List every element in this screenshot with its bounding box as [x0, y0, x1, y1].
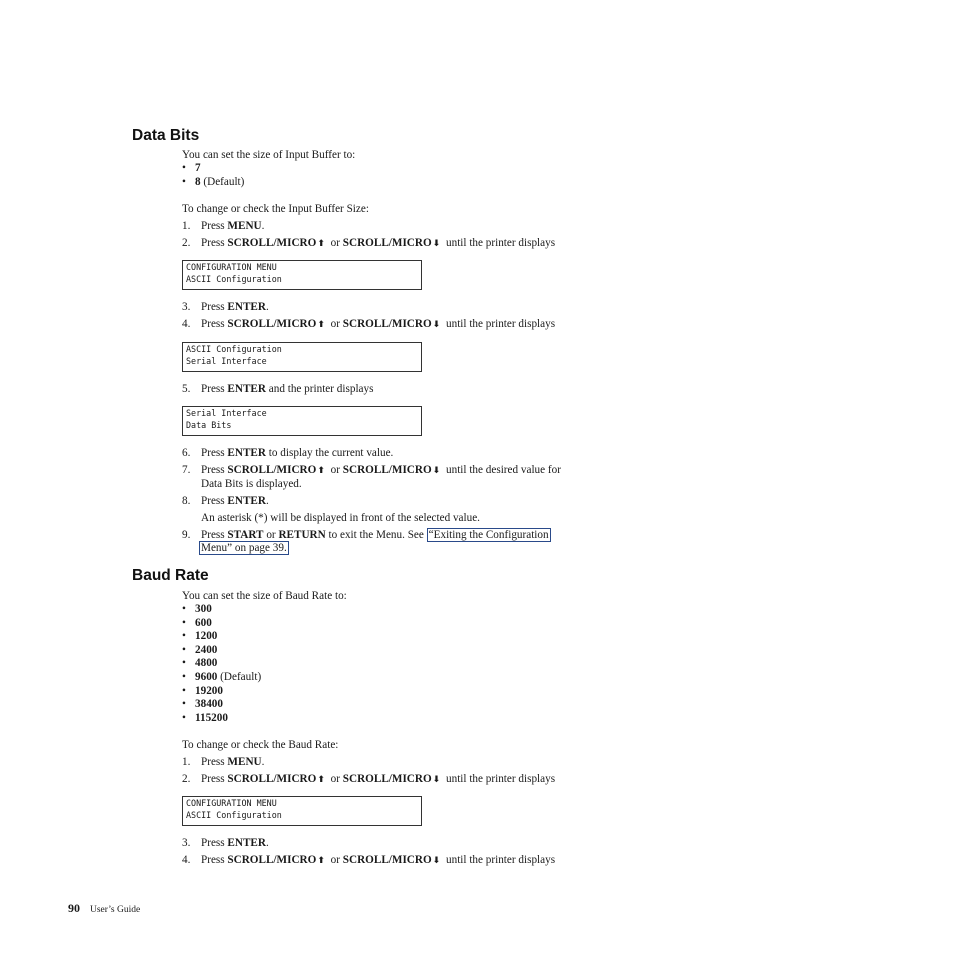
step-9-continuation	[199, 541, 289, 555]
step-6: 6. Press ENTER to display the current value.	[182, 447, 394, 459]
step-1: 1. Press MENU.	[182, 220, 265, 232]
intro-text: You can set the size of Baud Rate to:	[182, 590, 347, 602]
list-item: • 1200	[182, 630, 218, 642]
printer-display: ASCII Configuration Serial Interface	[182, 342, 422, 372]
down-arrow-icon: ⬇	[432, 856, 441, 866]
step-7-continuation: Data Bits is displayed.	[201, 478, 302, 490]
down-arrow-icon: ⬇	[432, 775, 441, 785]
step-8: 8. Press ENTER.	[182, 495, 269, 507]
printer-display: CONFIGURATION MENU ASCII Configuration	[182, 796, 422, 826]
list-item: • 300	[182, 603, 212, 615]
printer-display: Serial Interface Data Bits	[182, 406, 422, 436]
guide-title: User’s Guide	[90, 905, 141, 915]
step-1: 1. Press MENU.	[182, 756, 265, 768]
step-4: 4. Press SCROLL/MICRO⬆ or SCROLL/MICRO⬇ until the printer displays	[182, 854, 556, 866]
down-arrow-icon: ⬇	[432, 466, 441, 476]
up-arrow-icon: ⬆	[317, 320, 325, 330]
exiting-config-link-continued[interactable]: Menu” on page 39.	[201, 542, 287, 554]
procedure-intro: To change or check the Input Buffer Size:	[182, 203, 369, 215]
step-2: 2. Press SCROLL/MICRO⬆ or SCROLL/MICRO⬇ until the printer displays	[182, 773, 556, 785]
up-arrow-icon: ⬆	[317, 856, 325, 866]
section-heading-data-bits: Data Bits	[132, 127, 200, 144]
step-3: 3. Press ENTER.	[182, 301, 269, 313]
step-3: 3. Press ENTER.	[182, 837, 269, 849]
exiting-config-link[interactable]: “Exiting the Configuration	[428, 529, 549, 541]
list-item: • 38400	[182, 698, 223, 710]
intro-text: You can set the size of Input Buffer to:	[182, 149, 356, 161]
step-7: 7. Press SCROLL/MICRO⬆ or SCROLL/MICRO⬇ until the desired value for	[182, 464, 561, 476]
list-item: • 4800	[182, 657, 218, 669]
procedure-intro: To change or check the Baud Rate:	[182, 739, 339, 751]
down-arrow-icon: ⬇	[432, 320, 441, 330]
list-item: • 9600 (Default)	[182, 671, 262, 683]
up-arrow-icon: ⬆	[317, 239, 325, 249]
up-arrow-icon: ⬆	[317, 775, 325, 785]
step-9: 9. Press START or RETURN to exit the Menu. See “Exiting the Configuration	[182, 529, 549, 541]
list-item: • 7	[182, 162, 201, 174]
page-number: 90	[68, 901, 80, 915]
printer-display: CONFIGURATION MENU ASCII Configuration	[182, 260, 422, 290]
section-heading-baud-rate: Baud Rate	[132, 567, 209, 584]
step-8-note: An asterisk (*) will be displayed in front of the selected value.	[201, 512, 480, 524]
list-item: • 19200	[182, 685, 223, 697]
list-item: • 600	[182, 617, 212, 629]
step-2: 2. Press SCROLL/MICRO⬆ or SCROLL/MICRO⬇ until the printer displays	[182, 237, 556, 249]
step-4: 4. Press SCROLL/MICRO⬆ or SCROLL/MICRO⬇ until the printer displays	[182, 318, 556, 330]
list-item: • 2400	[182, 644, 218, 656]
step-5: 5. Press ENTER and the printer displays	[182, 383, 374, 395]
list-item: • 8 (Default)	[182, 176, 245, 188]
list-item: • 115200	[182, 712, 228, 724]
page-footer	[68, 901, 140, 916]
up-arrow-icon: ⬆	[317, 466, 325, 476]
down-arrow-icon: ⬇	[432, 239, 441, 249]
